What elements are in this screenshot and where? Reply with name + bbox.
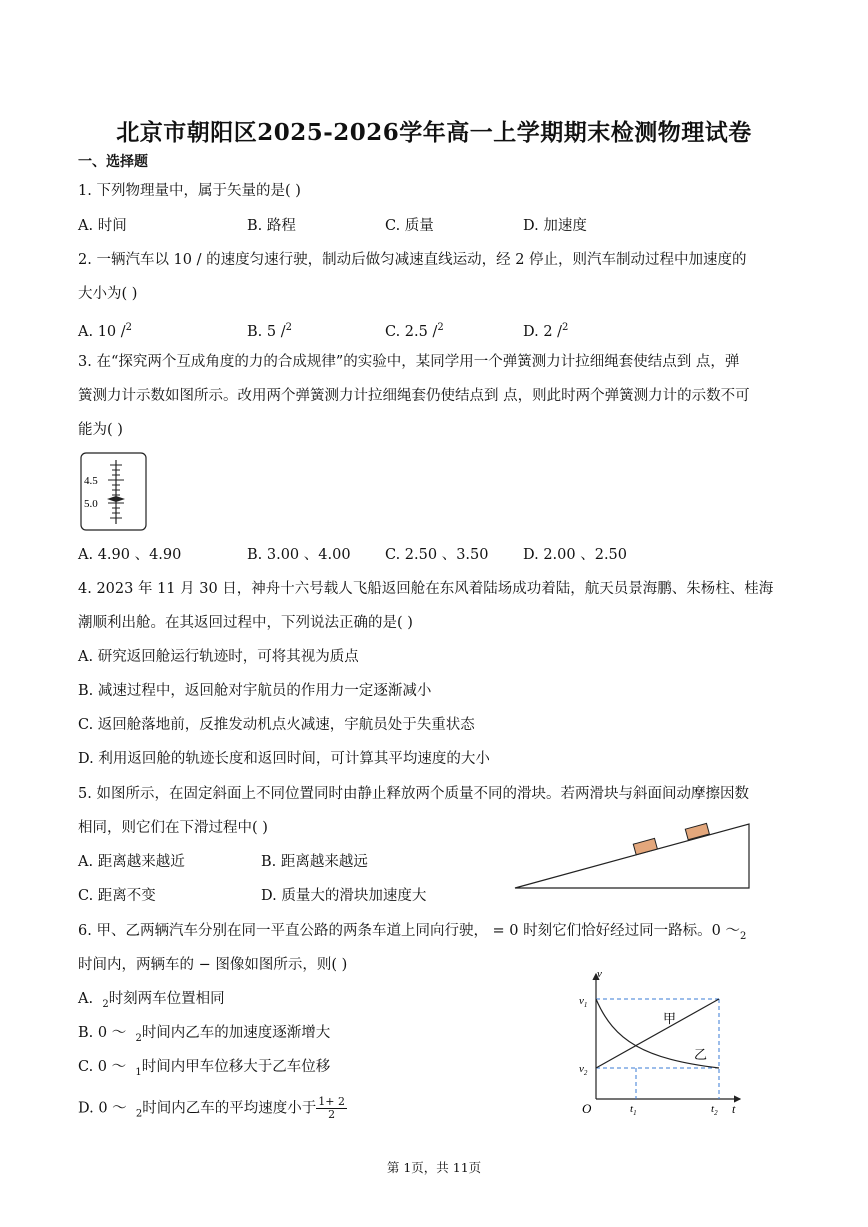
question-6-stem-line1: 6. 甲、乙两辆汽车分别在同一平直公路的两条车道上同向行驶， = 0 时刻它们恰好经过同一路标。0 $\sim_2$ <box>78 923 747 942</box>
q1-option-a: A. 时间 <box>78 218 127 234</box>
v-axis-label: v <box>597 968 602 980</box>
q2-option-a: A. 10 /$^2$ <box>78 322 133 340</box>
spring-scale-figure <box>80 452 148 532</box>
v1-label: $v_1$ <box>579 995 588 1009</box>
scale-pointer <box>107 496 125 502</box>
q4-option-a: A. 研究返回舱运行轨迹时，可将其视为质点 <box>78 649 359 665</box>
incline-figure <box>513 818 753 892</box>
t1-label: $t_1$ <box>630 1103 637 1116</box>
t2-label: $t_2$ <box>711 1103 718 1116</box>
upper-block <box>685 823 709 839</box>
origin-label: O <box>582 1101 592 1116</box>
q6-option-a: A. $_2$时刻两车位置相同 <box>78 991 225 1010</box>
lower-block <box>633 838 657 854</box>
question-2-stem-line2: 大小为( ) <box>78 286 138 302</box>
average-velocity-fraction: $\frac{1+ 2}{2}$ <box>318 1095 345 1121</box>
question-6-stem-line2: 时间内，两辆车的 − 图像如图所示，则( ) <box>78 957 348 973</box>
page-title: 北京市朝阳区2025-2026学年高一上学期期末检测物理试卷 <box>116 119 752 146</box>
q5-option-b: B. 距离越来越远 <box>261 854 368 870</box>
q6-option-b: B. 0 ～ $_2$时间内乙车的加速度逐渐增大 <box>78 1025 331 1044</box>
scale-label-4-5: 4.5 <box>84 475 98 487</box>
q5-option-c: C. 距离不变 <box>78 888 156 904</box>
question-5-stem-line1: 5. 如图所示，在固定斜面上不同位置同时由静止释放两个质量不同的滑块。若两滑块与斜面间动摩擦因数 <box>78 786 749 802</box>
question-3-stem-line2: 簧测力计示数如图所示。改用两个弹簧测力计拉细绳套仍使结点到 点，则此时两个弹簧测力计的示数不可 <box>78 388 750 404</box>
section-heading: 一、选择题 <box>78 154 148 170</box>
question-1-stem: 1. 下列物理量中，属于矢量的是( ) <box>78 183 301 199</box>
incline-plane <box>515 824 749 888</box>
q6-option-d: D. 0 ～ $_2$时间内乙车的平均速度小于 $\frac{1+ 2}{2}$ <box>78 1095 345 1121</box>
q3-option-c: C. 2.50 、3.50 <box>385 547 489 563</box>
scale-label-5-0: 5.0 <box>84 498 98 510</box>
q1-option-d: D. 加速度 <box>523 218 587 234</box>
t-axis-label: t <box>732 1102 736 1116</box>
question-3-stem-line3: 能为( ) <box>78 422 123 438</box>
question-5-stem-line2: 相同，则它们在下滑过程中( ) <box>78 820 268 836</box>
q5-option-d: D. 质量大的滑块加速度大 <box>261 888 427 904</box>
v2-label: $v_2$ <box>579 1063 588 1077</box>
q6-option-c: C. 0 ～ $_1$时间内甲车位移大于乙车位移 <box>78 1059 331 1078</box>
question-4-stem-line1: 4. 2023 年 11 月 30 日，神舟十六号载人飞船返回舱在东风着陆场成功着陆，航天员景海鹏、朱杨柱、桂海 <box>78 581 774 597</box>
q2-option-d: D. 2 /$^2$ <box>523 322 569 340</box>
q4-option-c: C. 返回舱落地前，反推发动机点火减速，宇航员处于失重状态 <box>78 717 475 733</box>
q1-option-c: C. 质量 <box>385 218 434 234</box>
jia-label: 甲 <box>663 1011 677 1026</box>
q4-option-b: B. 减速过程中，返回舱对宇航员的作用力一定逐渐减小 <box>78 683 432 699</box>
q3-option-b: B. 3.00 、4.00 <box>247 547 351 563</box>
q2-option-c: C. 2.5 /$^2$ <box>385 322 444 340</box>
q3-option-d: D. 2.00 、2.50 <box>523 547 628 563</box>
q2-option-b: B. 5 /$^2$ <box>247 322 292 340</box>
yi-label: 乙 <box>694 1047 708 1062</box>
q5-option-a: A. 距离越来越近 <box>78 854 185 870</box>
q4-option-d: D. 利用返回舱的轨迹长度和返回时间，可计算其平均速度的大小 <box>78 751 490 767</box>
q3-option-a: A. 4.90 、4.90 <box>78 547 182 563</box>
question-4-stem-line2: 潮顺利出舱。在其返回过程中，下列说法正确的是( ) <box>78 615 413 631</box>
question-2-stem-line1: 2. 一辆汽车以 10 / 的速度匀速行驶，制动后做匀减速直线运动，经 2 停止，则汽车制动过程中加速度的 <box>78 252 747 268</box>
page-footer: 第 1页，共 11页 <box>386 1160 482 1175</box>
velocity-time-graph <box>574 966 754 1116</box>
q1-option-b: B. 路程 <box>247 218 296 234</box>
question-3-stem-line1: 3. 在“探究两个互成角度的力的合成规律”的实验中，某同学用一个弹簧测力计拉细绳套使结点到 点，弹 <box>78 354 740 370</box>
